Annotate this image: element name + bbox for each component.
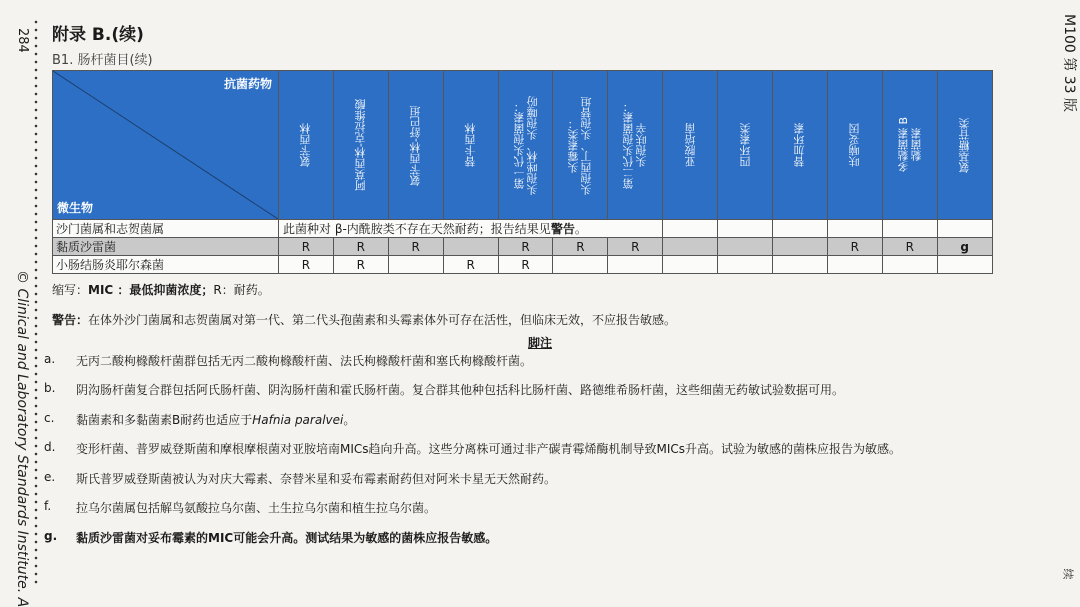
table-row xyxy=(53,220,993,238)
table-cell: R xyxy=(333,256,388,274)
table-cell xyxy=(718,256,773,274)
column-header: 氨基糖苷类 xyxy=(937,71,992,220)
resistance-table xyxy=(52,70,993,274)
column-header: 呋喃妥因 xyxy=(827,71,882,220)
footnote-item: g. 黏质沙雷菌对妥布霉素的MIC可能会升高。测试结果为敏感的菌株应报告敏感。 xyxy=(44,529,498,545)
column-header: 亚胺培南 xyxy=(663,71,718,220)
page-number: 284 xyxy=(15,28,30,53)
organism-cell: 小肠结肠炎耶尔森菌 xyxy=(53,256,279,274)
table-cell: R xyxy=(388,238,443,256)
table-cell xyxy=(608,256,663,274)
page-title: 附录 B.(续) xyxy=(52,25,144,45)
table-row xyxy=(53,256,993,274)
column-header: 四环素类 xyxy=(718,71,773,220)
table-cell: R xyxy=(333,238,388,256)
table-cell: R xyxy=(279,238,334,256)
table-cell xyxy=(773,238,828,256)
drug-header-label: 抗菌药物 xyxy=(223,77,272,91)
table-cell xyxy=(937,220,992,238)
table-cell xyxy=(718,238,773,256)
footnote-item: e. 斯氏普罗威登斯菌被认为对庆大霉素、奈替米星和妥布霉素耐药但对阿米卡星无天然耐药。 xyxy=(44,470,557,486)
table-cell xyxy=(663,238,718,256)
table-cell: R xyxy=(443,256,498,274)
column-header: 多黏菌素 B 黏菌素 xyxy=(882,71,937,220)
column-header: 阿莫西林-克拉维酸 xyxy=(333,71,388,220)
table-corner-cell xyxy=(53,71,279,220)
table-cell: R xyxy=(882,238,937,256)
table-cell xyxy=(827,256,882,274)
diagonal-divider xyxy=(53,71,278,219)
footnote-item: f. 拉乌尔菌属包括解鸟氨酸拉乌尔菌、土生拉乌尔菌和植生拉乌尔菌。 xyxy=(44,499,437,515)
footnote-item: b. 阴沟肠杆菌复合群包括阿氏肠杆菌、阴沟肠杆菌和霍氏肠杆菌。复合群其他种包括科比肠杆菌、路德维希肠杆菌，这些细菌无药敏试验数据可用。 xyxy=(44,381,845,397)
column-header: 氨苄西林-舒巴坦 xyxy=(388,71,443,220)
table-cell xyxy=(553,256,608,274)
column-header: 头霉素类： 头孢西丁、头孢替坦 xyxy=(553,71,608,220)
table-cell: R xyxy=(827,238,882,256)
footnote-item: d. 变形杆菌、普罗威登斯菌和摩根摩根菌对亚胺培南MICs趋向升高。这些分离株可通过非产碳青霉烯酶机制导致MICs升高。试验为敏感的菌株应报告为敏感。 xyxy=(44,440,902,456)
organism-cell: 沙门菌属和志贺菌属 xyxy=(53,220,279,238)
edition-side-text: M100 第 33 版 xyxy=(1061,14,1077,112)
table-cell xyxy=(773,220,828,238)
table-cell xyxy=(882,256,937,274)
table-cell xyxy=(718,220,773,238)
table-cell xyxy=(663,220,718,238)
abbreviation-note: 缩写：MIC ：最低抑菌浓度；R：耐药。 xyxy=(52,283,270,297)
row-note-cell: 此菌种对 β-内酰胺类不存在天然耐药；报告结果见警告。 xyxy=(279,220,663,238)
dotted-margin-line xyxy=(34,18,38,588)
copyright-side-text: © Clinical and Laboratory Standards Institute. A xyxy=(14,270,30,607)
table-cell xyxy=(827,220,882,238)
table-cell xyxy=(443,238,498,256)
organism-cell: 黏质沙雷菌 xyxy=(53,238,279,256)
warning-note: 警告：在体外沙门菌属和志贺菌属对第一代、第二代头孢菌素和头霉素体外可存在活性，但临床无效，不应报告敏感。 xyxy=(52,313,677,327)
table-cell xyxy=(388,256,443,274)
column-header: 替卡西林 xyxy=(443,71,498,220)
continued-side-text: 续 xyxy=(1061,568,1075,580)
table-cell: R xyxy=(553,238,608,256)
table-header-row xyxy=(53,71,993,220)
table-cell: g xyxy=(937,238,992,256)
footnote-item: a. 无丙二酸枸橼酸杆菌群包括无丙二酸枸橼酸杆菌、法氏枸橼酸杆菌和塞氏枸橼酸杆菌。 xyxy=(44,352,533,368)
footnote-item: c. 黏菌素和多黏菌素B耐药也适应于Hafnia paralvei。 xyxy=(44,411,356,427)
table-cell: R xyxy=(608,238,663,256)
column-header: 第一代头孢菌素： 头孢唑林、头孢噻吩 xyxy=(498,71,553,220)
column-header: 第二代头孢菌素： 头孢呋辛 xyxy=(608,71,663,220)
column-header: 替加环素 xyxy=(773,71,828,220)
table-cell: R xyxy=(279,256,334,274)
table-cell: R xyxy=(498,238,553,256)
page-subtitle: B1. 肠杆菌目(续) xyxy=(52,53,153,68)
table-cell xyxy=(937,256,992,274)
table-cell: R xyxy=(498,256,553,274)
organism-header-label: 微生物 xyxy=(57,201,94,215)
table-cell xyxy=(663,256,718,274)
footnote-heading: 脚注 xyxy=(527,336,552,350)
table-cell xyxy=(773,256,828,274)
table-row xyxy=(53,238,993,256)
table-cell xyxy=(882,220,937,238)
column-header: 氨苄西林 xyxy=(279,71,334,220)
